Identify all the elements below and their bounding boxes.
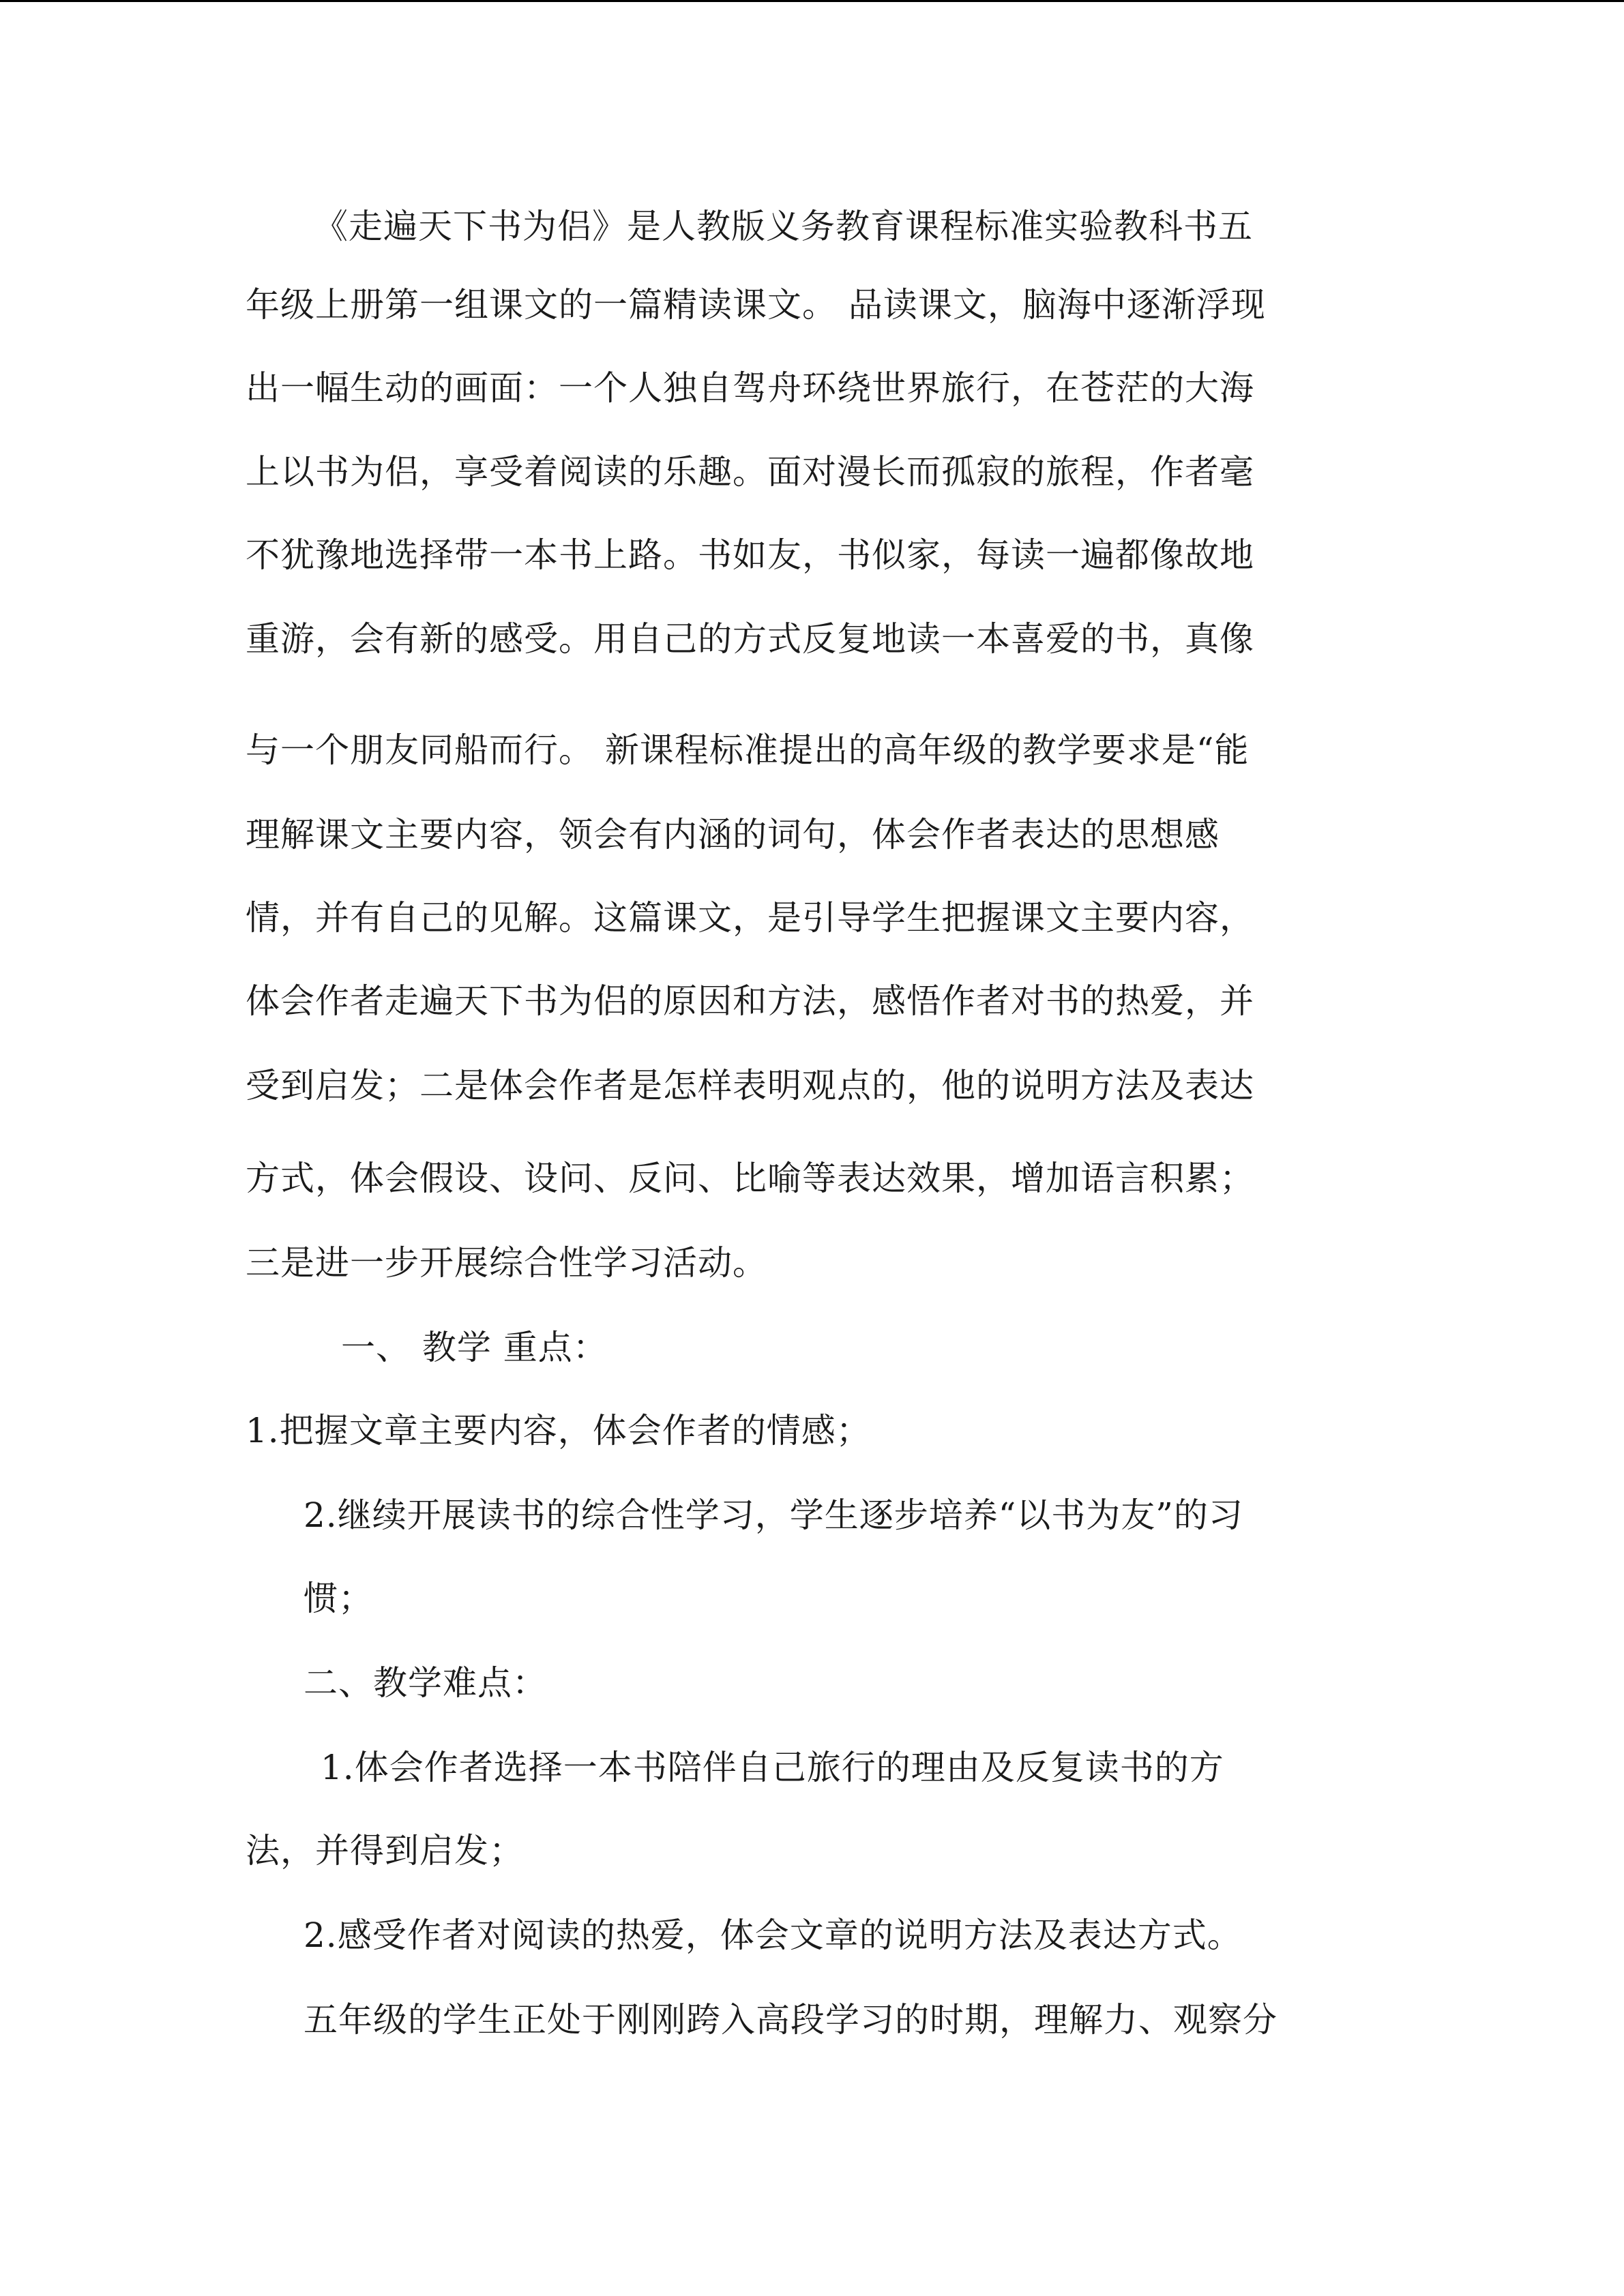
paragraph-line: 体会作者走遍天下书为侣的原因和方法，感悟作者对书的热爱，并 <box>246 981 1254 1021</box>
paragraph-line: 年级上册第一组课文的一篇精读课文。 品读课文，脑海中逐渐浮现 <box>246 285 1266 325</box>
list-item: 1.把握文章主要内容，体会作者的情感； <box>246 1411 871 1450</box>
list-item: 1.体会作者选择一本书陪伴自己旅行的理由及反复读书的方 <box>321 1748 1224 1787</box>
list-item: 2.继续开展读书的综合性学习，学生逐步培养“以书为友”的习 <box>304 1495 1243 1535</box>
paragraph-line: 受到启发；二是体会作者是怎样表明观点的，他的说明方法及表达 <box>246 1066 1254 1105</box>
section-heading-key-points: 一、 教学 重点： <box>341 1328 608 1367</box>
paragraph-line: 《走遍天下书为侣》是人教版义务教育课程标准实验教科书五 <box>314 207 1253 246</box>
section-heading-difficulties: 二、教学难点： <box>304 1663 547 1703</box>
paragraph-line: 方式，体会假设、设问、反问、比喻等表达效果，增加语言积累； <box>246 1159 1254 1198</box>
paragraph-line: 情，并有自己的见解。这篇课文，是引导学生把握课文主要内容， <box>246 898 1254 938</box>
paragraph-line: 三是进一步开展综合性学习活动。 <box>246 1243 767 1283</box>
paragraph-line: 不犹豫地选择带一本书上路。书如友，书似家，每读一遍都像故地 <box>246 535 1254 575</box>
paragraph-line: 出一幅生动的画面：一个人独自驾舟环绕世界旅行，在苍茫的大海 <box>246 368 1254 408</box>
paragraph-line: 理解课文主要内容，领会有内涵的词句，体会作者表达的思想感 <box>246 815 1220 854</box>
page-top-border <box>0 0 1624 2</box>
paragraph-line: 与一个朋友同船而行。 新课程标准提出的高年级的教学要求是“能 <box>246 730 1250 770</box>
list-item-continuation: 法，并得到启发； <box>246 1831 524 1870</box>
paragraph-line: 上以书为侣，享受着阅读的乐趣。面对漫长而孤寂的旅程，作者毫 <box>246 452 1254 492</box>
list-item-continuation: 惯； <box>304 1579 373 1618</box>
paragraph-line: 五年级的学生正处于刚刚跨入高段学习的时期，理解力、观察分 <box>304 2000 1278 2040</box>
list-item: 2.感受作者对阅读的热爱，体会文章的说明方法及表达方式。 <box>304 1915 1242 1955</box>
paragraph-line: 重游，会有新的感受。用自己的方式反复地读一本喜爱的书，真像 <box>246 619 1254 659</box>
